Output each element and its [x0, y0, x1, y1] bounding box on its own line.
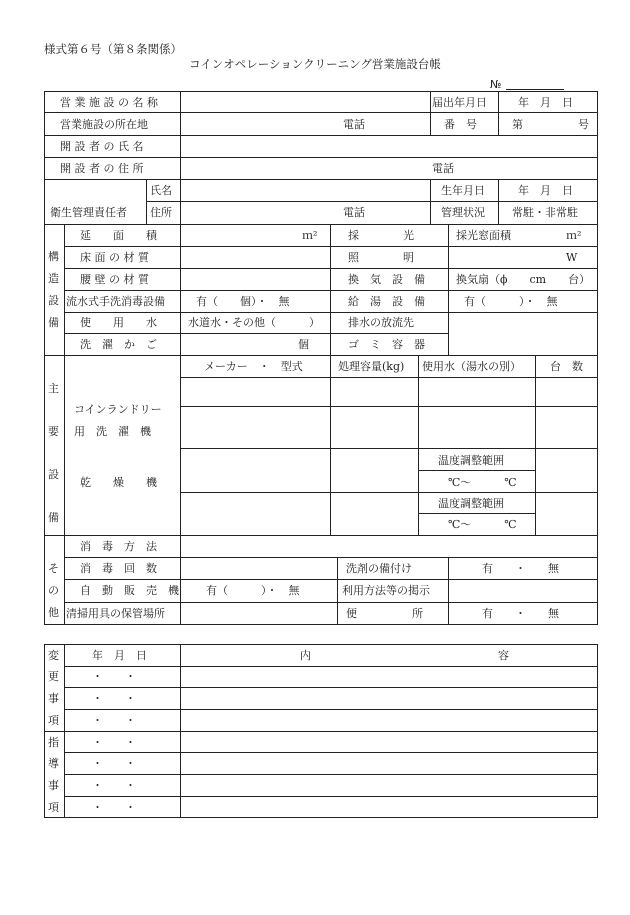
equipment-section-char-3: 設: [48, 468, 59, 481]
form-number: 様式第６号（第８条関係）: [44, 42, 182, 56]
units-header: 台 数: [550, 360, 583, 373]
drainage-label: 排水の放流先: [348, 316, 414, 329]
resident-options[interactable]: 常駐・非常駐: [512, 206, 578, 219]
disinfect-method-label: 消 毒 方 法: [80, 540, 157, 553]
equipment-section-char-2: 要: [48, 425, 59, 438]
structure-section-char-1: 構: [48, 250, 59, 263]
change-side-char-1: 変: [48, 649, 59, 662]
notify-date-field[interactable]: 年 月 日: [518, 96, 573, 109]
birth-date-field[interactable]: 年 月 日: [518, 184, 573, 197]
trash-label: ゴ ミ 容 器: [348, 338, 425, 351]
wainscot-label: 腰 壁 の 材 質: [80, 273, 149, 286]
record-number-label: №: [490, 78, 502, 91]
illumination-unit: W: [566, 251, 578, 264]
capacity-header: 処理容量(kg): [338, 360, 405, 373]
notify-date-label: 届出年月日: [432, 96, 487, 109]
hygiene-manager-label: 衛生管理責任者: [50, 206, 127, 219]
change-content-header: 内 容: [300, 649, 509, 662]
toilet-label: 便 所: [346, 607, 423, 620]
founder-address-label: 開 設 者 の 住 所: [60, 162, 144, 175]
guidance-side-char-4: 項: [48, 801, 59, 814]
water-header: 使用水（湯水の別）: [422, 360, 521, 373]
equipment-section-char-1: 主: [48, 382, 59, 395]
temp-range-label-2: 温度調整範囲: [438, 497, 504, 510]
ventilation-label: 換 気 設 備: [348, 273, 425, 286]
hand-wash-options[interactable]: 有（ 個）・ 無: [196, 295, 290, 308]
change-side-char-3: 事: [48, 692, 59, 705]
laundry-basket-label: 洗 濯 か ご: [80, 338, 157, 351]
illumination-label: 照 明: [348, 251, 414, 264]
disinfect-freq-label: 消 毒 回 数: [80, 562, 157, 575]
other-section-char-1: そ: [48, 562, 59, 575]
mgmt-status-label: 管理状況: [441, 206, 485, 219]
vending-options[interactable]: 有（ ）・ 無: [206, 584, 300, 597]
dryer-label: 乾 燥 機: [80, 476, 157, 489]
phone-label: 電話: [343, 118, 365, 131]
floor-area-label: 延 面 積: [80, 229, 157, 242]
other-section-char-3: 他: [48, 606, 59, 619]
change-date-row-2[interactable]: ・ ・: [92, 692, 136, 705]
fan-field[interactable]: 換気扇（ϕ cm 台）: [456, 273, 591, 286]
hand-wash-label: 流水式手洗消毒設備: [66, 295, 165, 308]
change-date-row-1[interactable]: ・ ・: [92, 670, 136, 683]
guidance-side-char-2: 導: [48, 757, 59, 770]
structure-section-char-3: 設: [48, 294, 59, 307]
washer-label-line-1: コインランドリー: [74, 403, 162, 416]
page-title: コインオペレーションクリーニング営業施設台帳: [189, 57, 441, 71]
washer-label-line-2: 用 洗 濯 機: [74, 425, 151, 438]
number-label: 番 号: [444, 118, 477, 131]
founder-phone-label: 電話: [432, 162, 454, 175]
other-section-char-2: の: [48, 584, 59, 597]
laundry-basket-unit: 個: [298, 338, 309, 351]
window-area-label: 採光窓面積: [456, 229, 511, 242]
water-use-label: 使 用 水: [80, 316, 157, 329]
usage-posting-label: 利用方法等の掲示: [342, 584, 430, 597]
temp-range-field-1[interactable]: ℃～ ℃: [448, 476, 517, 489]
guidance-side-char-3: 事: [48, 779, 59, 792]
birth-date-label: 生年月日: [441, 184, 485, 197]
number-suffix: 号: [578, 118, 589, 131]
structure-section-char-2: 造: [48, 272, 59, 285]
lighting-label: 採 光: [348, 229, 414, 242]
detergent-label: 洗剤の備付け: [346, 562, 412, 575]
maker-header: メーカー ・ 型式: [204, 360, 303, 373]
change-side-char-2: 更: [48, 670, 59, 683]
change-date-row-4[interactable]: ・ ・: [92, 736, 136, 749]
change-side-char-4: 項: [48, 714, 59, 727]
hot-water-options[interactable]: 有（ ）・ 無: [464, 295, 558, 308]
detergent-options[interactable]: 有 ・ 無: [482, 562, 559, 575]
change-date-row-3[interactable]: ・ ・: [92, 714, 136, 727]
temp-range-label-1: 温度調整範囲: [438, 454, 504, 467]
change-date-row-5[interactable]: ・ ・: [92, 757, 136, 770]
founder-name-label: 開 設 者 の 氏 名: [60, 140, 144, 153]
facility-address-label: 営業施設の所在地: [60, 118, 148, 131]
change-date-header: 年 月 日: [92, 649, 147, 662]
floor-area-unit: ｍ²: [302, 229, 318, 242]
vending-label: 自 動 販 売 機: [80, 584, 179, 597]
toilet-options[interactable]: 有 ・ 無: [482, 607, 559, 620]
floor-material-label: 床 面 の 材 質: [80, 251, 149, 264]
manager-phone-label: 電話: [343, 206, 365, 219]
equipment-section-char-4: 備: [48, 511, 59, 524]
water-use-options[interactable]: 水道水・その他（ ）: [188, 316, 320, 329]
temp-range-field-2[interactable]: ℃～ ℃: [448, 518, 517, 531]
number-prefix: 第: [512, 118, 523, 131]
change-date-row-6[interactable]: ・ ・: [92, 779, 136, 792]
hot-water-label: 給 湯 設 備: [348, 295, 425, 308]
cleaning-storage-label: 清掃用具の保管場所: [66, 607, 165, 620]
window-area-unit: ｍ²: [566, 229, 582, 242]
guidance-side-char-1: 指: [48, 736, 59, 749]
manager-name-label: 氏名: [150, 184, 172, 197]
change-date-row-7[interactable]: ・ ・: [92, 801, 136, 814]
manager-address-label: 住所: [150, 206, 172, 219]
facility-name-label: 営 業 施 設 の 名 称: [60, 96, 158, 109]
structure-section-char-4: 備: [48, 316, 59, 329]
